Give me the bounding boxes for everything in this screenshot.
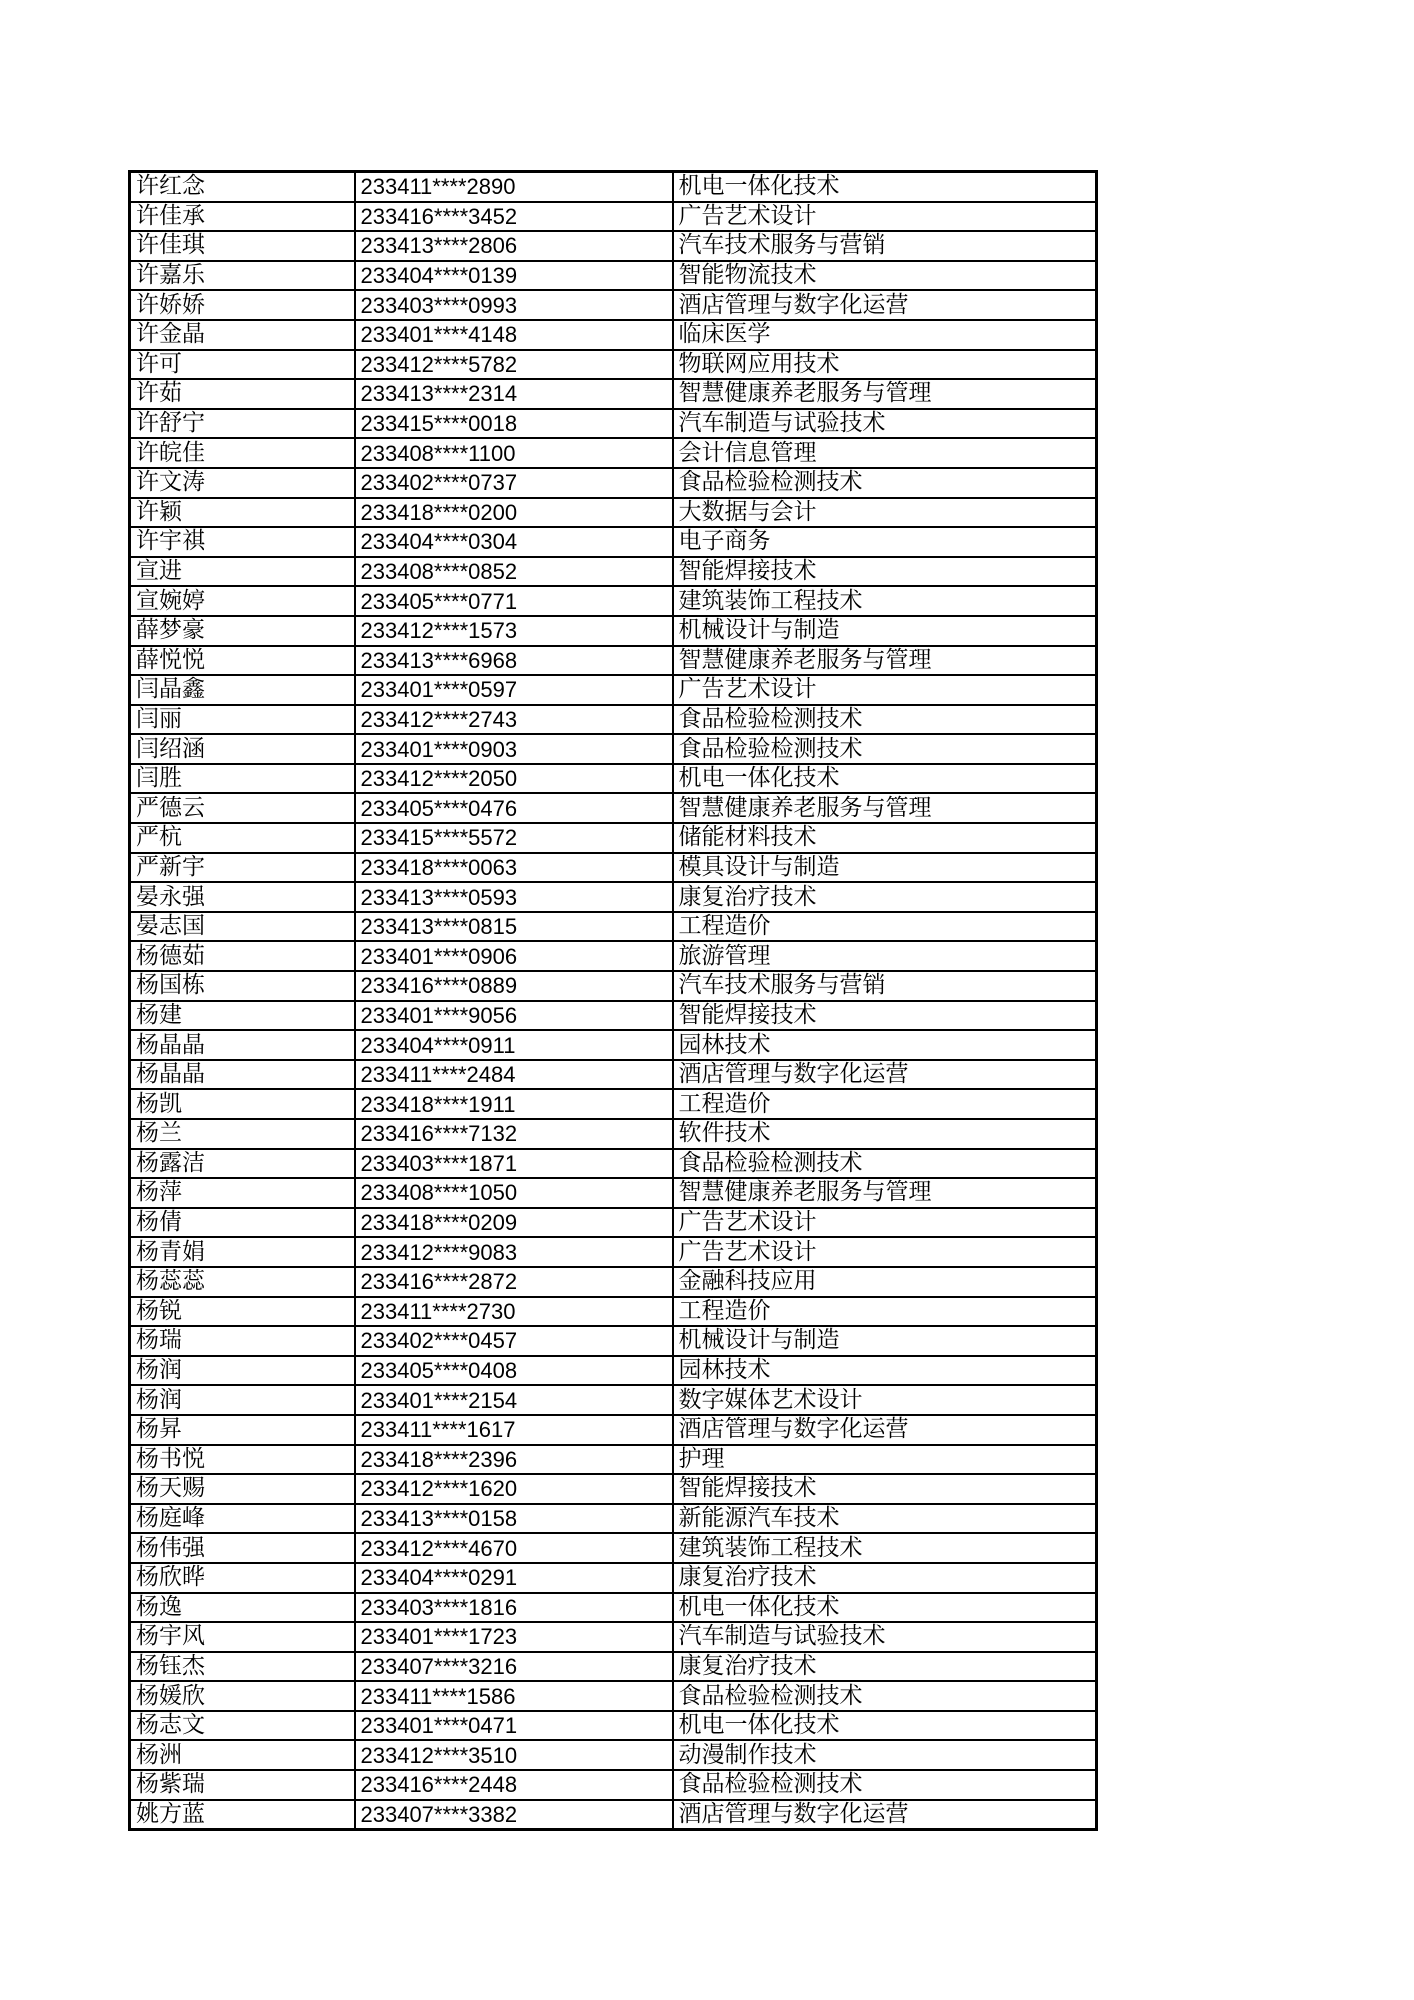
name-cell: 杨晶晶 [130, 1060, 355, 1090]
name-cell: 许文涛 [130, 468, 355, 498]
table-row [130, 438, 1097, 468]
table-row [130, 1533, 1097, 1563]
id-number-cell: 233416****2872 [355, 1267, 673, 1297]
major-cell: 模具设计与制造 [673, 853, 1097, 883]
major-cell: 食品检验检测技术 [673, 1681, 1097, 1711]
name-cell: 许宇祺 [130, 527, 355, 557]
name-cell: 杨德茹 [130, 941, 355, 971]
table-row [130, 1060, 1097, 1090]
table-row [130, 468, 1097, 498]
major-cell: 智能焊接技术 [673, 1474, 1097, 1504]
table-row [130, 202, 1097, 232]
major-cell: 机电一体化技术 [673, 764, 1097, 794]
table-row [130, 1297, 1097, 1327]
major-cell: 新能源汽车技术 [673, 1504, 1097, 1534]
name-cell: 杨润 [130, 1356, 355, 1386]
major-cell: 智慧健康养老服务与管理 [673, 646, 1097, 676]
name-cell: 闫晶鑫 [130, 675, 355, 705]
major-cell: 食品检验检测技术 [673, 468, 1097, 498]
major-cell: 酒店管理与数字化运营 [673, 290, 1097, 320]
id-number-cell: 233404****0304 [355, 527, 673, 557]
major-cell: 汽车制造与试验技术 [673, 1622, 1097, 1652]
table-row [130, 350, 1097, 380]
name-cell: 杨露洁 [130, 1149, 355, 1179]
table-row [130, 675, 1097, 705]
major-cell: 临床医学 [673, 320, 1097, 350]
id-number-cell: 233408****1100 [355, 438, 673, 468]
name-cell: 杨书悦 [130, 1445, 355, 1475]
id-number-cell: 233415****5572 [355, 823, 673, 853]
name-cell: 宣进 [130, 557, 355, 587]
major-cell: 智慧健康养老服务与管理 [673, 1178, 1097, 1208]
id-number-cell: 233401****4148 [355, 320, 673, 350]
name-cell: 杨洲 [130, 1740, 355, 1770]
major-cell: 软件技术 [673, 1119, 1097, 1149]
name-cell: 杨欣晔 [130, 1563, 355, 1593]
table-row [130, 1356, 1097, 1386]
id-number-cell: 233418****0209 [355, 1208, 673, 1238]
major-cell: 建筑装饰工程技术 [673, 586, 1097, 616]
name-cell: 杨紫瑞 [130, 1770, 355, 1800]
major-cell: 建筑装饰工程技术 [673, 1533, 1097, 1563]
id-number-cell: 233407****3382 [355, 1800, 673, 1830]
name-cell: 杨锐 [130, 1297, 355, 1327]
table-row [130, 1474, 1097, 1504]
table-row [130, 527, 1097, 557]
id-number-cell: 233413****2314 [355, 379, 673, 409]
name-cell: 杨萍 [130, 1178, 355, 1208]
id-number-cell: 233401****9056 [355, 1001, 673, 1031]
table-row [130, 1445, 1097, 1475]
major-cell: 智能物流技术 [673, 261, 1097, 291]
id-number-cell: 233413****0593 [355, 882, 673, 912]
name-cell: 许红念 [130, 172, 355, 202]
name-cell: 杨润 [130, 1385, 355, 1415]
table-row [130, 793, 1097, 823]
name-cell: 杨媛欣 [130, 1681, 355, 1711]
major-cell: 酒店管理与数字化运营 [673, 1060, 1097, 1090]
name-cell: 许颖 [130, 498, 355, 528]
id-number-cell: 233401****2154 [355, 1385, 673, 1415]
id-number-cell: 233413****6968 [355, 646, 673, 676]
major-cell: 康复治疗技术 [673, 1652, 1097, 1682]
name-cell: 杨庭峰 [130, 1504, 355, 1534]
name-cell: 许金晶 [130, 320, 355, 350]
major-cell: 智慧健康养老服务与管理 [673, 379, 1097, 409]
major-cell: 广告艺术设计 [673, 675, 1097, 705]
id-number-cell: 233404****0139 [355, 261, 673, 291]
id-number-cell: 233418****0200 [355, 498, 673, 528]
id-number-cell: 233401****0471 [355, 1711, 673, 1741]
name-cell: 杨兰 [130, 1119, 355, 1149]
id-number-cell: 233403****1871 [355, 1149, 673, 1179]
table-row [130, 1740, 1097, 1770]
major-cell: 工程造价 [673, 912, 1097, 942]
id-number-cell: 233412****1573 [355, 616, 673, 646]
table-row [130, 1504, 1097, 1534]
name-cell: 许佳琪 [130, 231, 355, 261]
major-cell: 动漫制作技术 [673, 1740, 1097, 1770]
name-cell: 杨晶晶 [130, 1030, 355, 1060]
id-number-cell: 233416****7132 [355, 1119, 673, 1149]
table-row [130, 557, 1097, 587]
name-cell: 杨瑞 [130, 1326, 355, 1356]
id-number-cell: 233401****0906 [355, 941, 673, 971]
table-row [130, 409, 1097, 439]
name-cell: 杨建 [130, 1001, 355, 1031]
id-number-cell: 233416****0889 [355, 971, 673, 1001]
major-cell: 广告艺术设计 [673, 202, 1097, 232]
id-number-cell: 233412****1620 [355, 1474, 673, 1504]
name-cell: 闫绍涵 [130, 734, 355, 764]
id-number-cell: 233412****9083 [355, 1237, 673, 1267]
table-row [130, 1652, 1097, 1682]
name-cell: 严新宇 [130, 853, 355, 883]
name-cell: 姚方蓝 [130, 1800, 355, 1830]
id-number-cell: 233418****0063 [355, 853, 673, 883]
table-row [130, 1385, 1097, 1415]
table-row [130, 1149, 1097, 1179]
name-cell: 杨青娟 [130, 1237, 355, 1267]
id-number-cell: 233411****2484 [355, 1060, 673, 1090]
table-row [130, 705, 1097, 735]
major-cell: 智能焊接技术 [673, 557, 1097, 587]
id-number-cell: 233403****1816 [355, 1593, 673, 1623]
table-row [130, 1119, 1097, 1149]
id-number-cell: 233418****1911 [355, 1089, 673, 1119]
table-row [130, 1415, 1097, 1445]
table-row [130, 379, 1097, 409]
id-number-cell: 233403****0993 [355, 290, 673, 320]
major-cell: 智慧健康养老服务与管理 [673, 793, 1097, 823]
major-cell: 广告艺术设计 [673, 1208, 1097, 1238]
table-row [130, 971, 1097, 1001]
name-cell: 杨天赐 [130, 1474, 355, 1504]
name-cell: 许舒宁 [130, 409, 355, 439]
major-cell: 物联网应用技术 [673, 350, 1097, 380]
name-cell: 杨钰杰 [130, 1652, 355, 1682]
major-cell: 酒店管理与数字化运营 [673, 1415, 1097, 1445]
id-number-cell: 233418****2396 [355, 1445, 673, 1475]
id-number-cell: 233413****2806 [355, 231, 673, 261]
name-cell: 薛梦豪 [130, 616, 355, 646]
table-row [130, 1030, 1097, 1060]
major-cell: 机械设计与制造 [673, 1326, 1097, 1356]
id-number-cell: 233416****3452 [355, 202, 673, 232]
id-number-cell: 233415****0018 [355, 409, 673, 439]
id-number-cell: 233404****0911 [355, 1030, 673, 1060]
name-cell: 杨蕊蕊 [130, 1267, 355, 1297]
name-cell: 许可 [130, 350, 355, 380]
name-cell: 杨昇 [130, 1415, 355, 1445]
name-cell: 闫胜 [130, 764, 355, 794]
major-cell: 康复治疗技术 [673, 1563, 1097, 1593]
major-cell: 机电一体化技术 [673, 1711, 1097, 1741]
name-cell: 杨伟强 [130, 1533, 355, 1563]
name-cell: 杨凯 [130, 1089, 355, 1119]
table-row [130, 1800, 1097, 1830]
major-cell: 汽车制造与试验技术 [673, 409, 1097, 439]
table-row [130, 1681, 1097, 1711]
id-number-cell: 233402****0457 [355, 1326, 673, 1356]
table-row [130, 172, 1097, 202]
name-cell: 杨国栋 [130, 971, 355, 1001]
major-cell: 园林技术 [673, 1356, 1097, 1386]
table-row [130, 823, 1097, 853]
major-cell: 食品检验检测技术 [673, 1149, 1097, 1179]
id-number-cell: 233405****0476 [355, 793, 673, 823]
table-row [130, 1770, 1097, 1800]
table-row [130, 320, 1097, 350]
name-cell: 晏永强 [130, 882, 355, 912]
major-cell: 护理 [673, 1445, 1097, 1475]
table-row [130, 1089, 1097, 1119]
name-cell: 杨倩 [130, 1208, 355, 1238]
table-row [130, 498, 1097, 528]
major-cell: 广告艺术设计 [673, 1237, 1097, 1267]
major-cell: 智能焊接技术 [673, 1001, 1097, 1031]
id-number-cell: 233411****2730 [355, 1297, 673, 1327]
id-number-cell: 233404****0291 [355, 1563, 673, 1593]
name-cell: 许皖佳 [130, 438, 355, 468]
id-number-cell: 233416****2448 [355, 1770, 673, 1800]
table-row [130, 586, 1097, 616]
id-number-cell: 233412****3510 [355, 1740, 673, 1770]
id-number-cell: 233411****1617 [355, 1415, 673, 1445]
table-row [130, 853, 1097, 883]
id-number-cell: 233413****0158 [355, 1504, 673, 1534]
id-number-cell: 233411****2890 [355, 172, 673, 202]
table-row [130, 231, 1097, 261]
major-cell: 食品检验检测技术 [673, 705, 1097, 735]
id-number-cell: 233411****1586 [355, 1681, 673, 1711]
id-number-cell: 233412****4670 [355, 1533, 673, 1563]
major-cell: 汽车技术服务与营销 [673, 971, 1097, 1001]
name-cell: 闫丽 [130, 705, 355, 735]
name-cell: 晏志国 [130, 912, 355, 942]
major-cell: 汽车技术服务与营销 [673, 231, 1097, 261]
table-row [130, 1237, 1097, 1267]
table-row [130, 616, 1097, 646]
name-cell: 宣婉婷 [130, 586, 355, 616]
table-row [130, 912, 1097, 942]
table-row [130, 1001, 1097, 1031]
name-cell: 薛悦悦 [130, 646, 355, 676]
id-number-cell: 233408****1050 [355, 1178, 673, 1208]
major-cell: 机电一体化技术 [673, 172, 1097, 202]
id-number-cell: 233412****2743 [355, 705, 673, 735]
major-cell: 园林技术 [673, 1030, 1097, 1060]
name-cell: 杨逸 [130, 1593, 355, 1623]
major-cell: 工程造价 [673, 1089, 1097, 1119]
id-number-cell: 233407****3216 [355, 1652, 673, 1682]
table-row [130, 261, 1097, 291]
table-row [130, 646, 1097, 676]
name-cell: 严杭 [130, 823, 355, 853]
name-cell: 杨宇风 [130, 1622, 355, 1652]
id-number-cell: 233401****1723 [355, 1622, 673, 1652]
major-cell: 储能材料技术 [673, 823, 1097, 853]
name-cell: 杨志文 [130, 1711, 355, 1741]
student-list-table [128, 170, 1098, 1831]
major-cell: 酒店管理与数字化运营 [673, 1800, 1097, 1830]
major-cell: 食品检验检测技术 [673, 1770, 1097, 1800]
id-number-cell: 233405****0771 [355, 586, 673, 616]
id-number-cell: 233401****0903 [355, 734, 673, 764]
id-number-cell: 233412****2050 [355, 764, 673, 794]
table-body [130, 172, 1097, 1830]
major-cell: 旅游管理 [673, 941, 1097, 971]
table-row [130, 1326, 1097, 1356]
major-cell: 大数据与会计 [673, 498, 1097, 528]
major-cell: 电子商务 [673, 527, 1097, 557]
id-number-cell: 233413****0815 [355, 912, 673, 942]
name-cell: 许嘉乐 [130, 261, 355, 291]
major-cell: 机电一体化技术 [673, 1593, 1097, 1623]
id-number-cell: 233412****5782 [355, 350, 673, 380]
name-cell: 许茹 [130, 379, 355, 409]
table-row [130, 882, 1097, 912]
major-cell: 机械设计与制造 [673, 616, 1097, 646]
table-row [130, 290, 1097, 320]
table-row [130, 764, 1097, 794]
name-cell: 严德云 [130, 793, 355, 823]
table-row [130, 1622, 1097, 1652]
id-number-cell: 233408****0852 [355, 557, 673, 587]
major-cell: 金融科技应用 [673, 1267, 1097, 1297]
major-cell: 康复治疗技术 [673, 882, 1097, 912]
name-cell: 许佳承 [130, 202, 355, 232]
table-row [130, 941, 1097, 971]
id-number-cell: 233401****0597 [355, 675, 673, 705]
id-number-cell: 233402****0737 [355, 468, 673, 498]
major-cell: 食品检验检测技术 [673, 734, 1097, 764]
table-row [130, 1593, 1097, 1623]
major-cell: 数字媒体艺术设计 [673, 1385, 1097, 1415]
major-cell: 工程造价 [673, 1297, 1097, 1327]
id-number-cell: 233405****0408 [355, 1356, 673, 1386]
table-row [130, 1563, 1097, 1593]
table-row [130, 1178, 1097, 1208]
table-row [130, 734, 1097, 764]
table-row [130, 1711, 1097, 1741]
table-row [130, 1267, 1097, 1297]
table-row [130, 1208, 1097, 1238]
major-cell: 会计信息管理 [673, 438, 1097, 468]
name-cell: 许娇娇 [130, 290, 355, 320]
